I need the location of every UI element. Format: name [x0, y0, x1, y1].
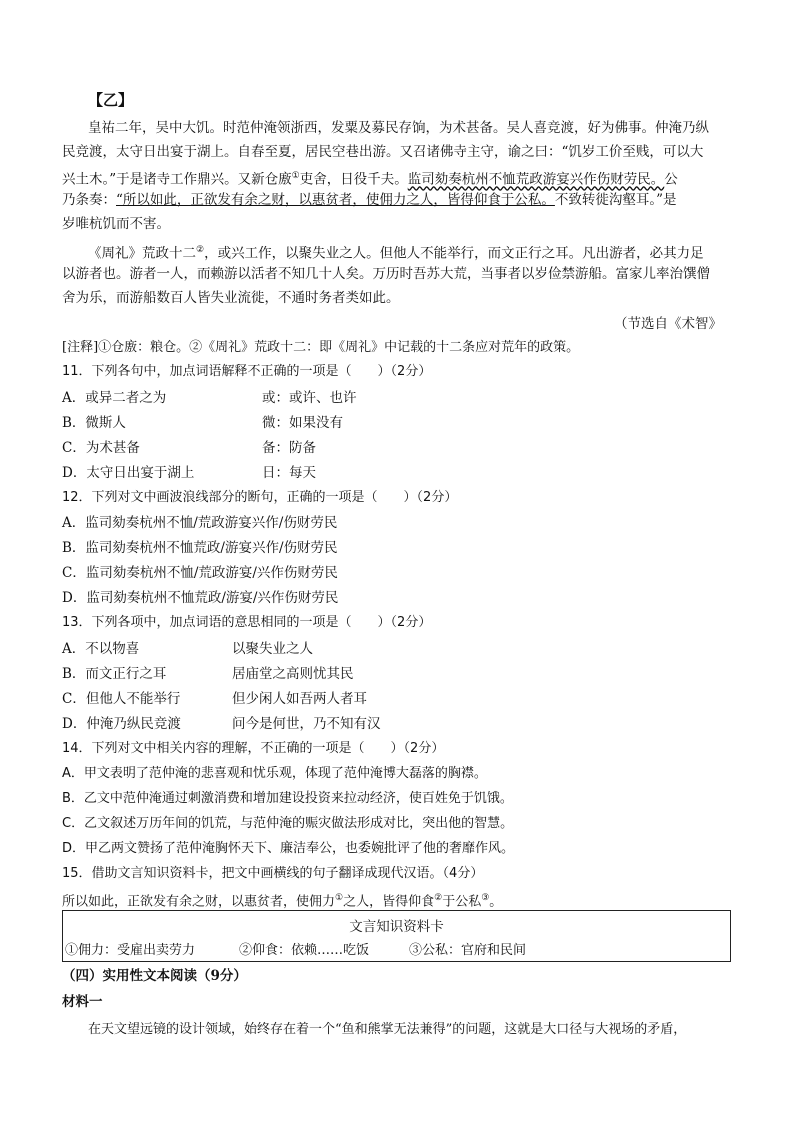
passage-b-line: 皇祐二年，吴中大饥。时范仲淹领浙西，发粟及募民存饷，为术甚备。吴人喜竞渡，好为佛事。仲淹乃纵: [88, 120, 709, 136]
question-12-stem: 12．下列对文中画波浪线部分的断句，正确的一项是（ ）（2分）: [62, 490, 458, 505]
q12-option-d[interactable]: D．监司劾奏杭州不恤荒政/游宴/兴作伤财劳民: [62, 590, 339, 606]
passage-b-line: 以游者也。游者一人，而赖游以活者不知几十人矣。万历时吾苏大荒，当事者以岁俭禁游船。富家儿率治馔僧: [62, 266, 710, 282]
q11-option-c[interactable]: C．为术甚备: [62, 440, 140, 456]
note-marker: ①: [291, 171, 300, 181]
passage-b-line: 《周礼》荒政十二②，或兴工作，以聚失业之人。但他人不能举行，而文正行之耳。凡出游者，必其力足: [88, 245, 704, 262]
material-1-paragraph: 在天文望远镜的设计领域，始终存在着一个“鱼和熊掌无法兼得”的问题，这就是大口径与大视场的矛盾，: [88, 1022, 687, 1037]
source-citation: （节选自《术智》: [614, 316, 722, 332]
q14-option-a[interactable]: A．甲文表明了范仲淹的悲喜观和忧乐观，体现了范仲淹博大磊落的胸襟。: [62, 766, 487, 781]
passage-b-heading: 【乙】: [88, 91, 134, 109]
q11-option-a[interactable]: A．或异二者之为: [62, 390, 167, 406]
q13-option-b[interactable]: B．而文正行之耳: [62, 666, 167, 682]
q15-sentence: 所以如此，正欲发有余之财，以惠贫者，使佣力①之人，皆得仰食②于公私③。: [62, 893, 503, 910]
q13-option-d[interactable]: D．仲淹乃纵民竞渡: [62, 716, 181, 732]
q11-option-c-gloss: 备：防备: [262, 440, 316, 456]
q11-option-d[interactable]: D．太守日出宴于湖上: [62, 465, 195, 481]
knowledge-card: [62, 910, 731, 962]
question-15-stem: 15．借助文言知识资料卡，把文中画横线的句子翻译成现代汉语。（4分）: [62, 866, 484, 881]
q13-option-d-compare: 问今是何世，乃不知有汉: [232, 716, 381, 732]
q13-option-a[interactable]: A．不以物喜: [62, 641, 140, 657]
q12-option-a[interactable]: A．监司劾奏杭州不恤/荒政游宴兴作/伤财劳民: [62, 515, 338, 531]
note-marker: ②: [196, 245, 205, 255]
knowledge-card-item: ③公私：官府和民间: [409, 943, 527, 958]
knowledge-card-item: ①佣力：受雇出卖劳力: [65, 943, 196, 958]
section-4-heading: （四）实用性文本阅读（9分）: [62, 968, 247, 984]
question-13-stem: 13．下列各项中，加点词语的意思相同的一项是（ ）（2分）: [62, 615, 432, 630]
passage-b-line: 民竞渡，太守日出宴于湖上。自春至夏，居民空巷出游。又召诸佛寺主守，谕之曰：“饥岁工价至贱，可以大: [62, 144, 704, 160]
q11-option-b[interactable]: B．微斯人: [62, 415, 126, 431]
passage-b-line: 舍为乐，而游船数百人皆失业流徙，不通时务者类如此。: [62, 290, 400, 306]
knowledge-card-item: ②仰食：依赖……吃饭: [239, 943, 370, 958]
q13-option-c-compare: 但少闲人如吾两人者耳: [232, 691, 367, 707]
q13-option-c[interactable]: C．但他人不能举行: [62, 691, 181, 707]
passage-b-line: 岁唯杭饥而不害。: [62, 216, 170, 232]
q14-option-d[interactable]: D．甲乙两文赞扬了范仲淹胸怀天下、廉洁奉公，也委婉批评了他的奢靡作风。: [62, 841, 515, 856]
question-14-stem: 14．下列对文中相关内容的理解，不正确的一项是（ ）（2分）: [62, 741, 445, 756]
question-11-stem: 11．下列各句中，加点词语解释不正确的一项是（ ）（2分）: [62, 364, 432, 379]
annotation-note: [注释]①仓廒：粮仓。②《周礼》荒政十二：即《周礼》中记载的十二条应对荒年的政策。: [62, 340, 580, 355]
q14-option-b[interactable]: B．乙文中范仲淹通过刺激消费和增加建设投资来拉动经济，使百姓免于饥饿。: [62, 791, 513, 806]
passage-b-line: 兴土木。”于是诸寺工作鼎兴。又新仓廒①吏舍，日役千夫。监司劾奏杭州不恤荒政游宴兴作伤财劳民。公: [62, 171, 678, 188]
q14-option-c[interactable]: C．乙文叙述万历年间的饥荒，与范仲淹的赈灾做法形成对比，突出他的智慧。: [62, 816, 514, 831]
passage-b-line: 乃条奏：“所以如此，正欲发有余之财，以惠贫者，使佣力之人，皆得仰食于公私。不致转徙沟壑耳。”是: [62, 192, 677, 208]
q11-option-a-gloss: 或：或许、也许: [262, 390, 357, 406]
wavy-underline-sentence: 监司劾奏杭州不恤荒政游宴兴作伤财劳民。: [407, 171, 665, 188]
q11-option-b-gloss: 微：如果没有: [262, 415, 343, 431]
q11-option-d-gloss: 日：每天: [262, 465, 316, 481]
straight-underline-sentence: “所以如此，正欲发有余之财，以惠贫者，使佣力之人，皆得仰食于公私。: [116, 192, 555, 208]
q12-option-c[interactable]: C．监司劾奏杭州不恤/荒政游宴/兴作伤财劳民: [62, 565, 338, 581]
q13-option-a-compare: 以聚失业之人: [232, 641, 313, 657]
q13-option-b-compare: 居庙堂之高则忧其民: [232, 666, 354, 682]
q12-option-b[interactable]: B．监司劾奏杭州不恤荒政/游宴兴作/伤财劳民: [62, 540, 338, 556]
material-1-heading: 材料一: [62, 994, 103, 1010]
knowledge-card-title: 文言知识资料卡: [349, 919, 444, 935]
